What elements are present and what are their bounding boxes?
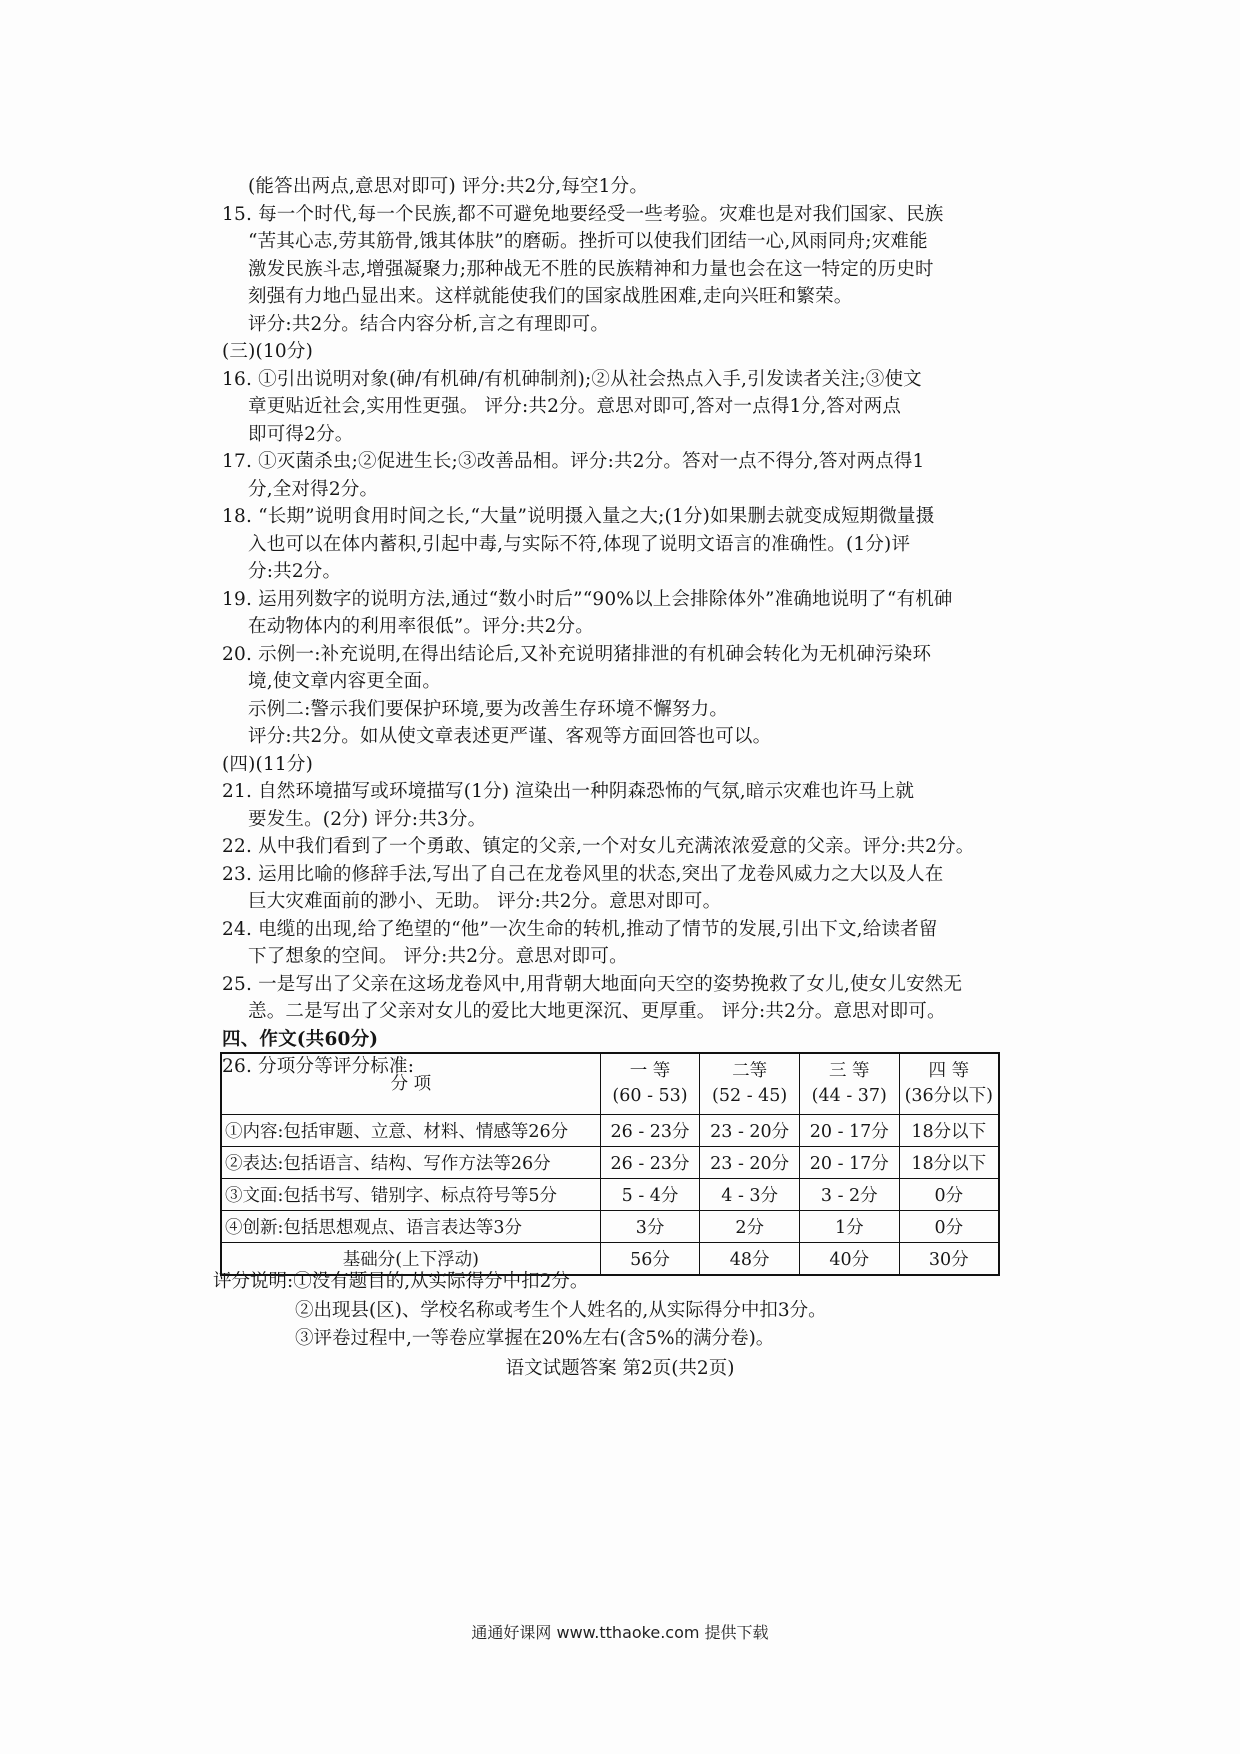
text-line: 入也可以在体内蓄积,引起中毒,与实际不符,体现了说明文语言的准确性。(1分)评 <box>248 533 911 555</box>
text-line: 在动物体内的利用率很低”。评分:共2分。 <box>248 616 594 637</box>
table-cell: 5 - 4分 <box>600 1179 700 1211</box>
text-line: 激发民族斗志,增强凝聚力;那种战无不胜的民族精神和力量也会在这一特定的历史时 <box>248 258 934 280</box>
note-1: 评分说明:①没有题目的,从实际得分中扣2分。 <box>213 1271 589 1292</box>
table-row <box>221 1115 999 1147</box>
header-label: 一 等 <box>629 1061 671 1081</box>
table-cell: 26 - 23分 <box>600 1147 700 1179</box>
text-line: 18. “长期”说明食用时间之长,“大量”说明摄入量之大;(1分)如果删去就变成短期微量摄 <box>222 506 935 527</box>
table-cell: ③文面:包括书写、错别字、标点符号等5分 <box>221 1179 600 1211</box>
text-line: (三)(10分) <box>222 341 314 362</box>
table-cell: 0分 <box>899 1211 999 1243</box>
text-line: 境,使文章内容更全面。 <box>248 671 442 692</box>
table-cell: 23 - 20分 <box>700 1115 800 1147</box>
header-cell <box>899 1053 999 1115</box>
table-cell: 23 - 20分 <box>700 1147 800 1179</box>
table-cell: 18分以下 <box>899 1147 999 1179</box>
table-cell: ①内容:包括审题、立意、材料、情感等26分 <box>221 1115 600 1147</box>
page-footer: 语文试题答案 第2页(共2页) <box>505 1358 735 1379</box>
text-line: 16. ①引出说明对象(砷/有机砷/有机砷制剂);②从社会热点入手,引发读者关注;③使文 <box>222 368 922 390</box>
header-label: 四 等 <box>928 1061 970 1081</box>
text-line: 22. 从中我们看到了一个勇敢、镇定的父亲,一个对女儿充满浓浓爱意的父亲。评分:共2分。 <box>222 836 975 857</box>
text-line: 要发生。(2分) 评分:共3分。 <box>248 808 487 830</box>
table-cell: 基础分(上下浮动) <box>221 1243 600 1276</box>
text-line: 19. 运用列数字的说明方法,通过“数小时后”“90%以上会排除体外”准确地说明了“有机砷 <box>222 588 953 610</box>
table-cell: 20 - 17分 <box>799 1115 899 1147</box>
header-cell <box>799 1053 899 1115</box>
table-cell: ④创新:包括思想观点、语言表达等3分 <box>221 1211 600 1243</box>
text-line: 20. 示例一:补充说明,在得出结论后,又补充说明猪排泄的有机砷会转化为无机砷污染环 <box>222 643 932 665</box>
answer-text <box>222 173 1022 1081</box>
header-cell <box>700 1053 800 1115</box>
table-cell: 1分 <box>799 1211 899 1243</box>
text-line: 25. 一是写出了父亲在这场龙卷风中,用背朝大地面向天空的姿势挽救了女儿,使女儿安然无 <box>222 973 963 995</box>
table-cell: 48分 <box>700 1243 800 1276</box>
text-line: 恙。二是写出了父亲对女儿的爱比大地更深沉、更厚重。 评分:共2分。意思对即可。 <box>248 1001 946 1022</box>
text-line: (能答出两点,意思对即可) 评分:共2分,每空1分。 <box>248 176 649 197</box>
table-cell: 20 - 17分 <box>799 1147 899 1179</box>
header-range: (44 - 37) <box>811 1086 887 1106</box>
text-line: 刻强有力地凸显出来。这样就能使我们的国家战胜困难,走向兴旺和繁荣。 <box>248 286 853 307</box>
header-cell <box>221 1053 600 1115</box>
text-line: 巨大灾难面前的渺小、无助。 评分:共2分。意思对即可。 <box>248 891 722 912</box>
table-cell: ②表达:包括语言、结构、写作方法等26分 <box>221 1147 600 1179</box>
scoring-notes <box>213 1268 1033 1354</box>
header-label: 分 项 <box>390 1073 432 1094</box>
table-header-row <box>221 1053 999 1115</box>
text-line: 章更贴近社会,实用性更强。 评分:共2分。意思对即可,答对一点得1分,答对两点 <box>248 396 902 417</box>
table-cell: 3 - 2分 <box>799 1179 899 1211</box>
text-line: 评分:共2分。结合内容分析,言之有理即可。 <box>248 313 610 335</box>
text-line: (四)(11分) <box>222 753 314 775</box>
text-line: 21. 自然环境描写或环境描写(1分) 渲染出一种阴森恐怖的气氛,暗示灾难也许马上就 <box>222 781 915 802</box>
text-line: 即可得2分。 <box>248 423 354 445</box>
table-cell: 30分 <box>899 1243 999 1276</box>
scoring-table <box>220 1052 1000 1276</box>
text-line: 26. 分项分等评分标准: <box>222 1056 415 1077</box>
site-watermark: 通通好课网 www.tthaoke.com 提供下载 <box>471 1623 769 1642</box>
text-line: 分,全对得2分。 <box>248 478 379 500</box>
table-row <box>221 1147 999 1179</box>
text-line: 四、作文(共60分) <box>222 1028 379 1050</box>
text-line: 23. 运用比喻的修辞手法,写出了自己在龙卷风里的状态,突出了龙卷风威力之大以及人在 <box>222 863 944 885</box>
header-range: (60 - 53) <box>612 1086 688 1106</box>
text-line: 示例二:警示我们要保护环境,要为改善生存环境不懈努力。 <box>248 698 729 720</box>
text-line: 分:共2分。 <box>248 561 342 582</box>
table-row <box>221 1211 999 1243</box>
table-cell: 18分以下 <box>899 1115 999 1147</box>
table-cell: 56分 <box>600 1243 700 1276</box>
table-row <box>221 1179 999 1211</box>
table-cell: 3分 <box>600 1211 700 1243</box>
text-line: 24. 电缆的出现,给了绝望的“他”一次生命的转机,推动了情节的发展,引出下文,给读者留 <box>222 918 938 940</box>
text-line: 下了想象的空间。 评分:共2分。意思对即可。 <box>248 946 628 967</box>
table-cell: 2分 <box>700 1211 800 1243</box>
table-body <box>221 1115 999 1276</box>
header-range: (36分以下) <box>904 1086 994 1106</box>
text-line: 15. 每一个时代,每一个民族,都不可避免地要经受一些考验。灾难也是对我们国家、民族 <box>222 203 944 225</box>
text-line: “苦其心志,劳其筋骨,饿其体肤”的磨砺。挫折可以使我们团结一心,风雨同舟;灾难能 <box>248 231 928 252</box>
note-3: ③评卷过程中,一等卷应掌握在20%左右(含5%的满分卷)。 <box>295 1328 775 1349</box>
header-cell <box>600 1053 700 1115</box>
text-line: 评分:共2分。如从使文章表述更严谨、客观等方面回答也可以。 <box>248 726 772 747</box>
table-cell: 0分 <box>899 1179 999 1211</box>
header-label: 三 等 <box>828 1061 870 1081</box>
note-2: ②出现县(区)、学校名称或考生个人姓名的,从实际得分中扣3分。 <box>295 1299 827 1321</box>
table-cell: 4 - 3分 <box>700 1179 800 1211</box>
header-range: (52 - 45) <box>712 1086 788 1106</box>
text-line: 17. ①灭菌杀虫;②促进生长;③改善品相。评分:共2分。答对一点不得分,答对两点得1 <box>222 451 925 472</box>
table-cell: 40分 <box>799 1243 899 1276</box>
header-label: 二等 <box>732 1061 768 1081</box>
table-cell: 26 - 23分 <box>600 1115 700 1147</box>
